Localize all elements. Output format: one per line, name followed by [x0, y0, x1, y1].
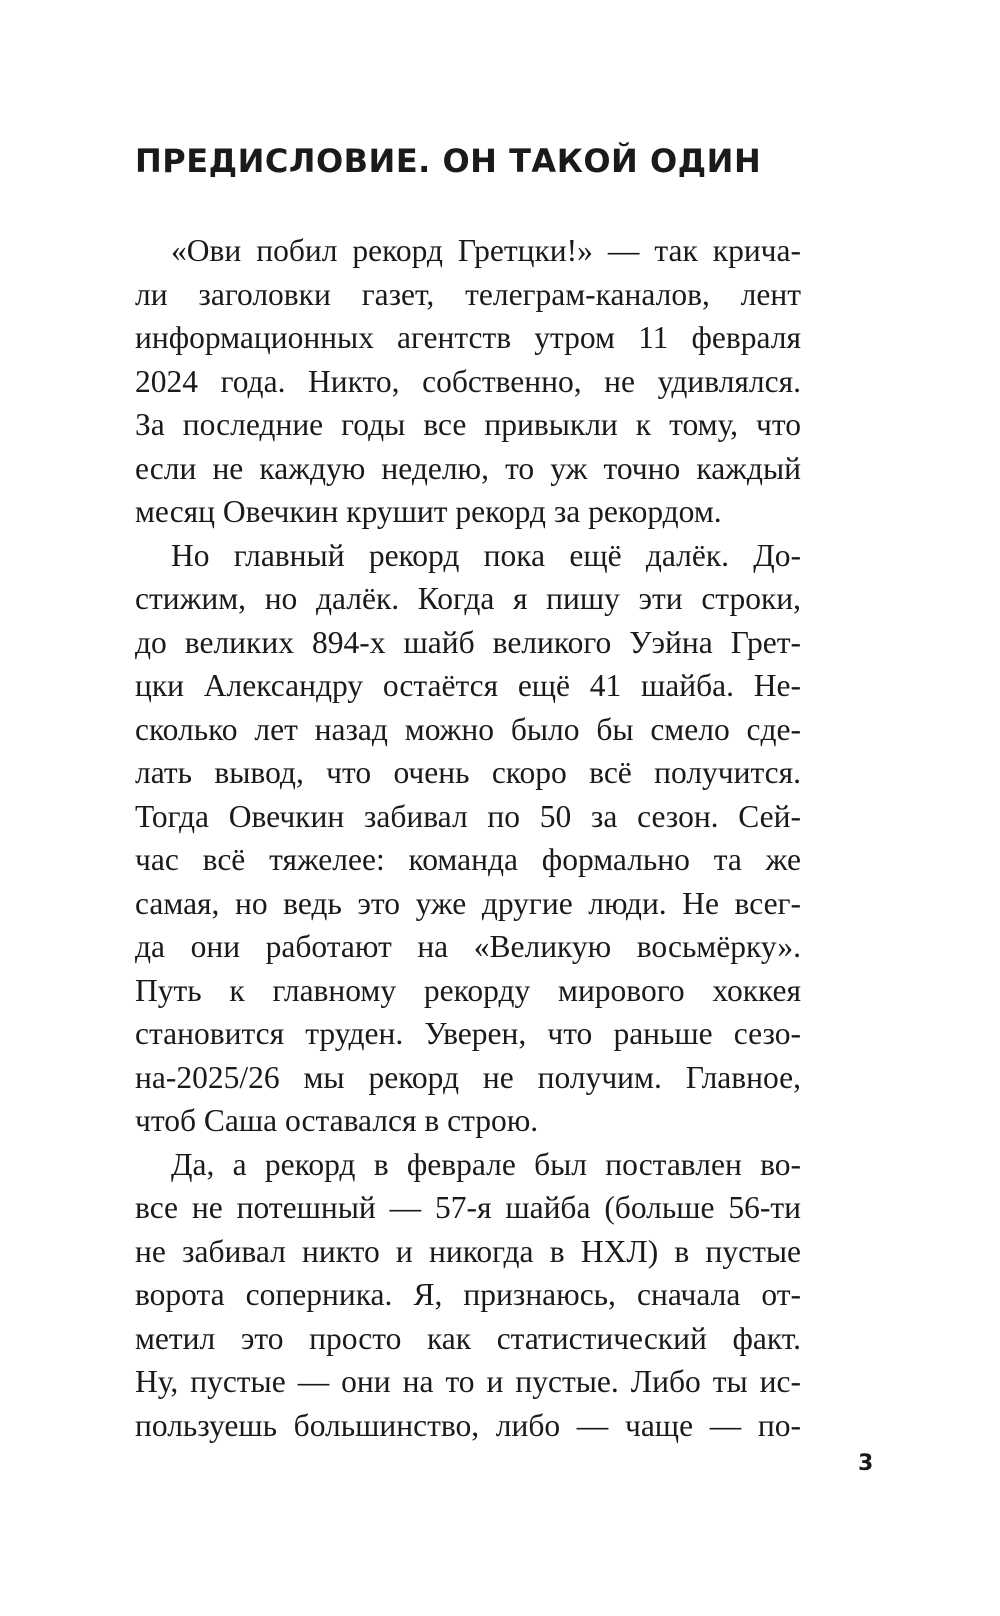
text-line: метил это просто как статистический факт. — [135, 1320, 801, 1356]
text-line: если не каждую неделю, то уж точно каждый — [135, 450, 801, 486]
text-line: до великих 894-х шайб великого Уэйна Грет- — [135, 624, 801, 660]
body-text — [135, 229, 801, 1447]
text-line: да они работают на «Великую восьмёрку». — [135, 929, 801, 964]
text-line: сколько лет назад можно было бы смело сде- — [135, 711, 801, 747]
text-line: ли заголовки газет, телеграм-каналов, лент — [135, 276, 801, 312]
chapter-heading: ПРЕДИСЛОВИЕ. ОН ТАКОЙ ОДИН — [135, 142, 762, 180]
text-line: Ну, пустые — они на то и пустые. Либо ты ис- — [135, 1364, 801, 1399]
text-line: цки Александру остаётся ещё 41 шайба. Не- — [135, 668, 801, 703]
text-line: За последние годы все привыкли к тому, что — [135, 407, 801, 442]
text-line: 2024 года. Никто, собственно, не удивлялся. — [135, 363, 801, 399]
text-line: все не потешный — 57-я шайба (больше 56-ти — [135, 1190, 801, 1225]
text-line: чтоб Саша оставался в строю. — [135, 1103, 539, 1138]
text-line: месяц Овечкин крушит рекорд за рекордом. — [135, 494, 722, 529]
text-line: ворота соперника. Я, признаюсь, сначала от- — [135, 1277, 801, 1312]
text-line: лать вывод, что очень скоро всё получится. — [135, 755, 801, 790]
text-line: информационных агентств утром 11 февраля — [135, 320, 801, 355]
text-line: час всё тяжелее: команда формально та же — [135, 842, 801, 877]
text-line: «Ови побил рекорд Гретцки!» — так крича- — [171, 233, 801, 268]
text-line: Путь к главному рекорду мирового хоккея — [135, 972, 801, 1008]
text-line: Тогда Овечкин забивал по 50 за сезон. Сей- — [135, 798, 801, 834]
text-line: самая, но ведь это уже другие люди. Не всег- — [135, 885, 801, 921]
text-line: стижим, но далёк. Когда я пишу эти строки, — [135, 581, 801, 616]
text-line: пользуешь большинство, либо — чаще — по- — [135, 1407, 801, 1443]
text-line: Но главный рекорд пока ещё далёк. До- — [171, 537, 801, 573]
page-number: 3 — [858, 1451, 874, 1476]
text-line: Да, а рекорд в феврале был поставлен во- — [171, 1146, 801, 1182]
text-line: на-2025/26 мы рекорд не получим. Главное, — [135, 1059, 801, 1095]
text-line: становится труден. Уверен, что раньше сезо- — [135, 1016, 801, 1051]
text-line: не забивал никто и никогда в НХЛ) в пустые — [135, 1233, 801, 1269]
